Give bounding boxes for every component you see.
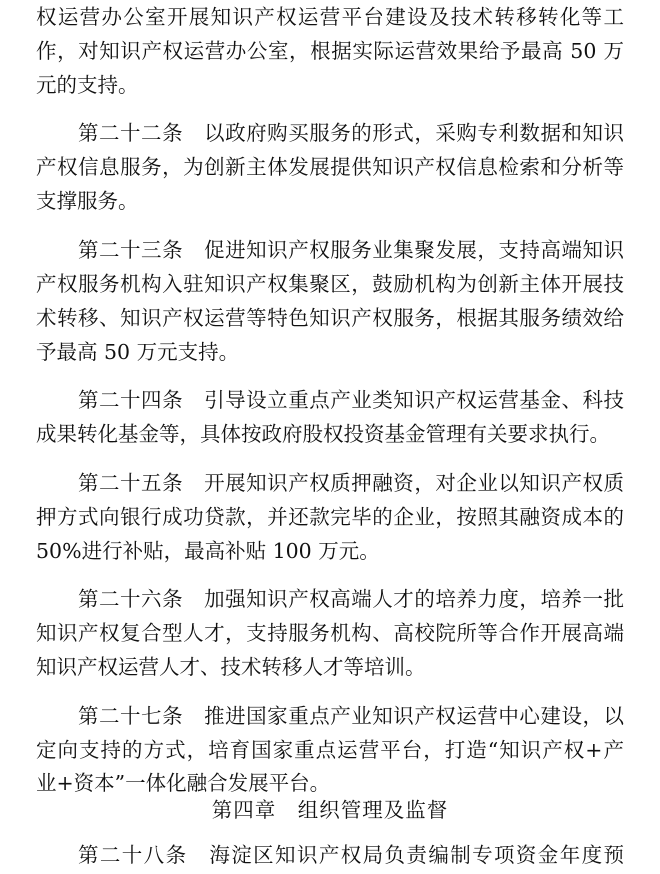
- text-line-2: 作，对知识产权运营办公室，根据实际运营效果给予最高 50 万: [36, 39, 624, 63]
- text-line-1: 权运营办公室开展知识产权运营平台建设及技术转移转化等工: [36, 5, 624, 29]
- text-line-5: 产权信息服务，为创新主体发展提供知识产权信息检索和分析等: [36, 155, 624, 179]
- text-line-19: 第二十七条 推进国家重点产业知识产权运营中心建设，以: [78, 704, 624, 728]
- text-line-17: 知识产权复合型人才，支持服务机构、高校院所等合作开展高端: [36, 621, 624, 645]
- text-line-11: 第二十四条 引导设立重点产业类知识产权运营基金、科技: [78, 388, 624, 412]
- text-line-6: 支撑服务。: [36, 189, 139, 213]
- text-line-4: 第二十二条 以政府购买服务的形式，采购专利数据和知识: [78, 121, 624, 145]
- article-28-line-1: 第二十八条 海淀区知识产权局负责编制专项资金年度预: [78, 843, 624, 867]
- text-line-21: 业+资本”一体化融合发展平台。: [36, 771, 331, 795]
- chapter-heading: 第四章 组织管理及监督: [211, 798, 449, 822]
- text-line-9: 术转移、知识产权运营等特色知识产权服务，根据其服务绩效给: [36, 306, 624, 330]
- text-line-13: 第二十五条 开展知识产权质押融资，对企业以知识产权质: [78, 471, 624, 495]
- text-line-8: 产权服务机构入驻知识产权集聚区，鼓励机构为创新主体开展技: [36, 272, 624, 296]
- text-line-16: 第二十六条 加强知识产权高端人才的培养力度，培养一批: [78, 587, 624, 611]
- text-line-15: 50%进行补贴，最高补贴 100 万元。: [36, 539, 380, 563]
- text-line-14: 押方式向银行成功贷款，并还款完毕的企业，按照其融资成本的: [36, 505, 624, 529]
- text-line-18: 知识产权运营人才、技术转移人才等培训。: [36, 655, 426, 679]
- text-line-12: 成果转化基金等，具体按政府股权投资基金管理有关要求执行。: [36, 422, 610, 446]
- text-line-10: 予最高 50 万元支持。: [36, 340, 240, 364]
- text-line-3: 元的支持。: [36, 73, 139, 97]
- text-line-7: 第二十三条 促进知识产权服务业集聚发展，支持高端知识: [78, 238, 624, 262]
- text-line-20: 定向支持的方式，培育国家重点运营平台，打造“知识产权+产: [36, 738, 624, 762]
